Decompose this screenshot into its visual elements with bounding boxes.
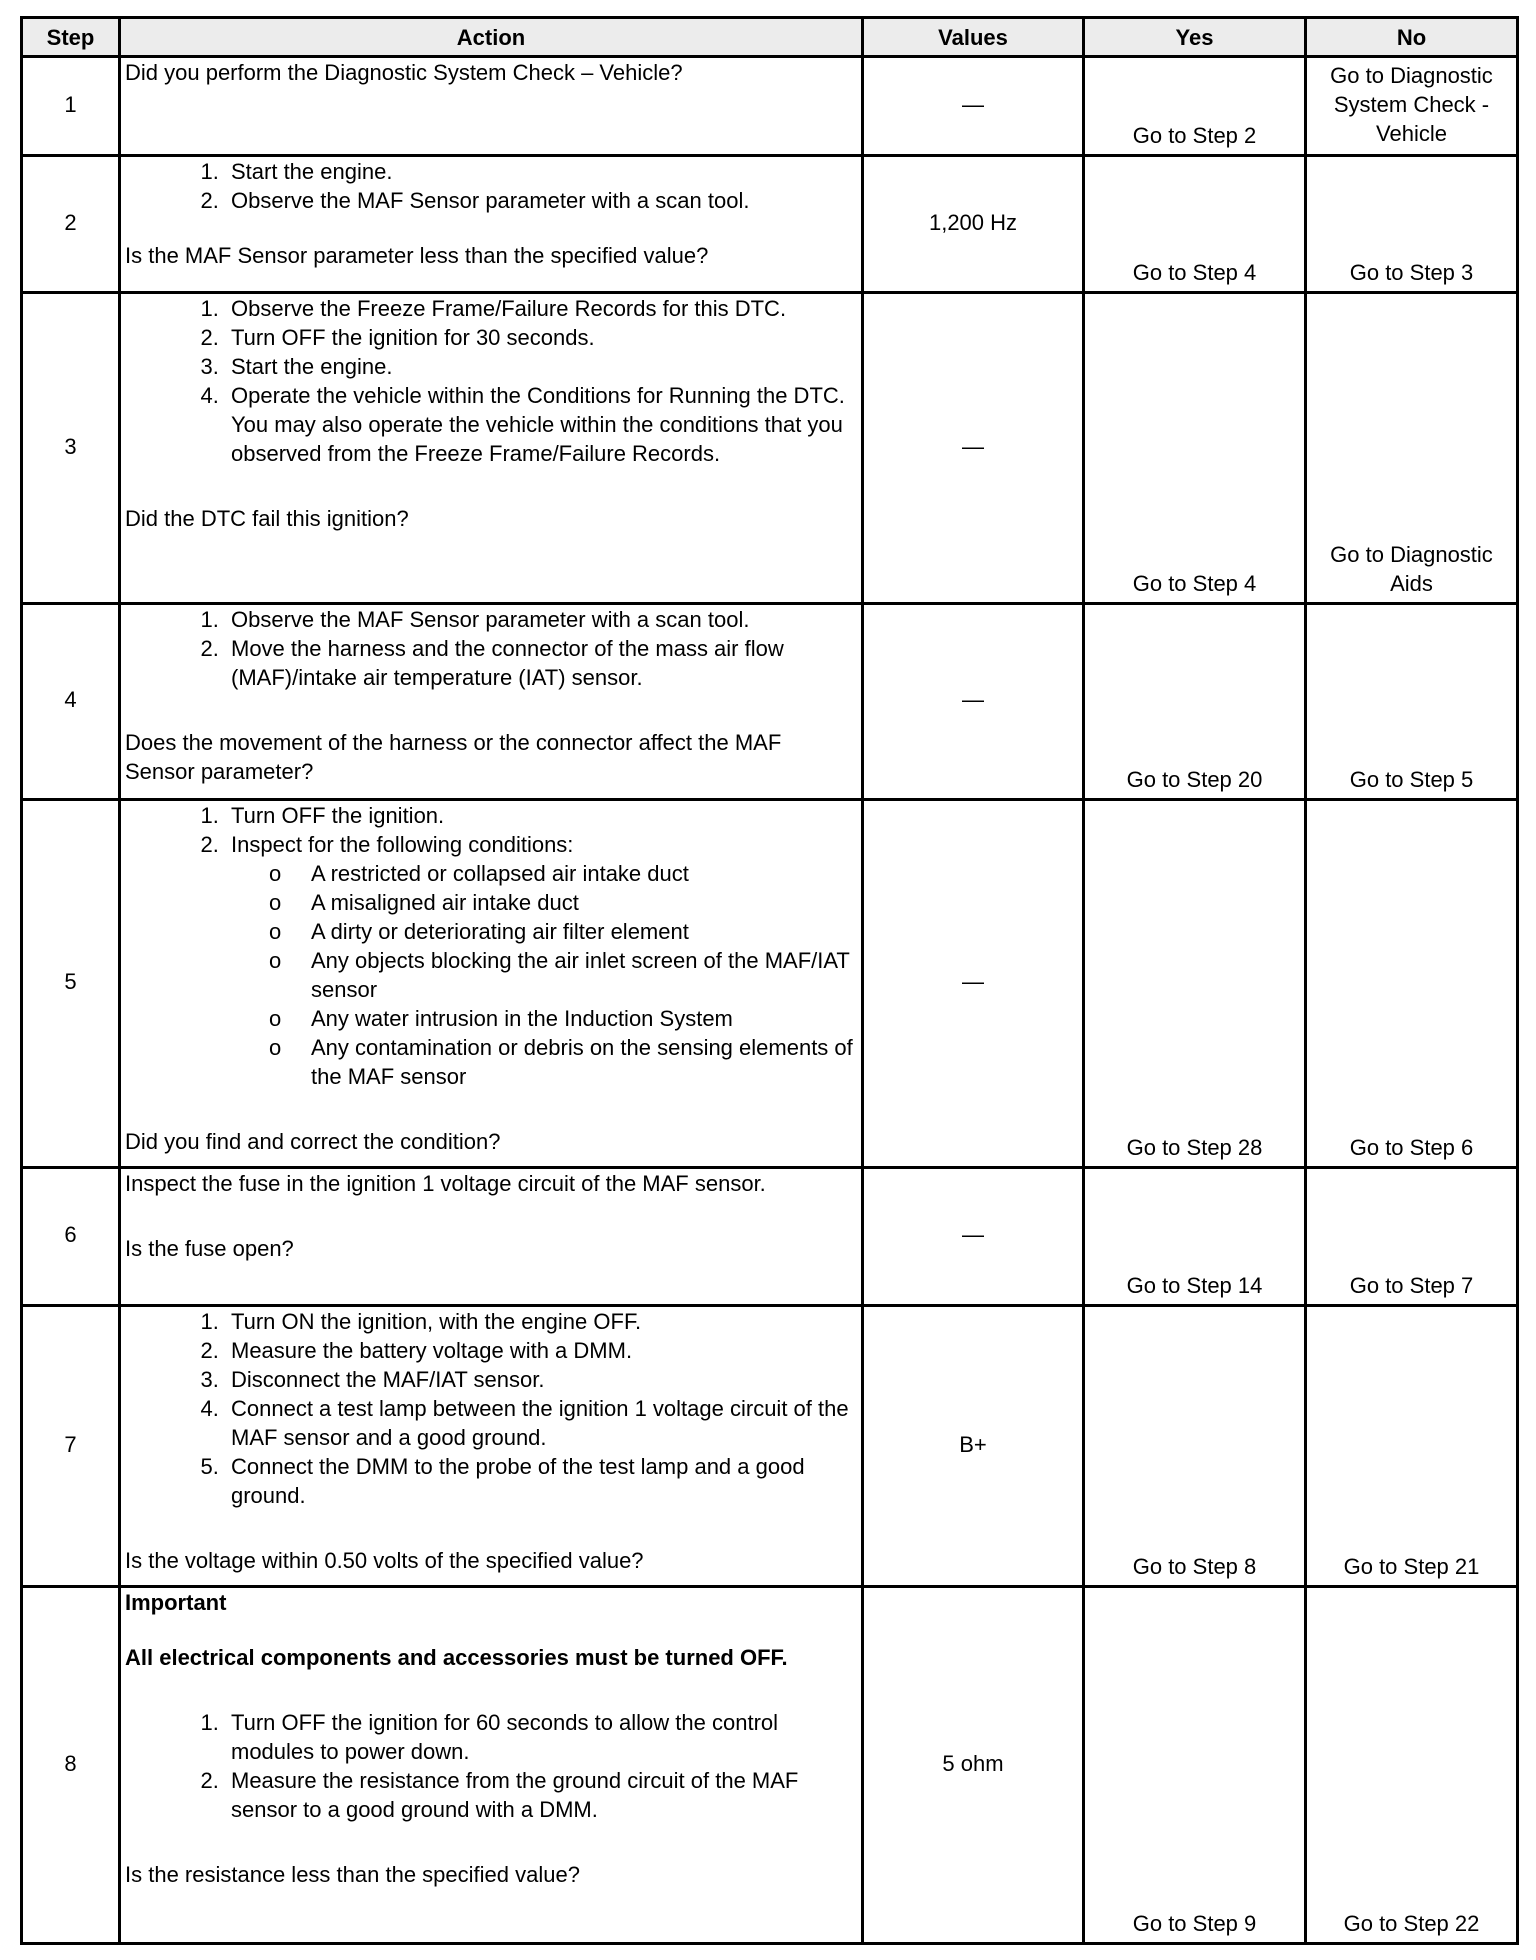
no-cell: Go to Diagnostic System Check - Vehicle (1306, 57, 1518, 156)
value-cell: 1,200 Hz (863, 156, 1084, 293)
action-cell (120, 1587, 863, 1944)
list-item: 4. Connect a test lamp between the ignition 1 voltage circuit of the MAF sensor and a good ground. (225, 1394, 857, 1452)
yes-cell: Go to Step 4 (1084, 293, 1306, 604)
important-text: All electrical components and accessories must be turned OFF. (125, 1645, 788, 1670)
yes-cell: Go to Step 2 (1084, 57, 1306, 156)
question-text: Does the movement of the harness or the connector affect the MAF Sensor parameter? (125, 730, 782, 784)
step-list (125, 801, 857, 1091)
condition-item: o Any water intrusion in the Induction System (311, 1004, 857, 1033)
action-cell (120, 800, 863, 1168)
action-cell (120, 156, 863, 293)
step-number: 8 (22, 1587, 120, 1944)
value-cell: — (863, 293, 1084, 604)
step-number: 6 (22, 1168, 120, 1306)
action-cell (120, 57, 863, 156)
table-row (22, 800, 1518, 1168)
condition-item: o A dirty or deteriorating air filter element (311, 917, 857, 946)
list-item: 1. Turn ON the ignition, with the engine OFF. (225, 1307, 857, 1336)
condition-item: o A misaligned air intake duct (311, 888, 857, 917)
question-text: Is the resistance less than the specified value? (125, 1862, 580, 1887)
step-number: 5 (22, 800, 120, 1168)
action-text: Did you perform the Diagnostic System Check – Vehicle? (125, 60, 683, 85)
no-cell: Go to Step 3 (1306, 156, 1518, 293)
step-list (125, 294, 857, 468)
list-item: 3. Disconnect the MAF/IAT sensor. (225, 1365, 857, 1394)
step-list (125, 157, 857, 215)
yes-cell: Go to Step 28 (1084, 800, 1306, 1168)
step-number: 4 (22, 604, 120, 800)
step-number: 3 (22, 293, 120, 604)
list-item: 2. Measure the resistance from the ground circuit of the MAF sensor to a good ground with a DMM. (225, 1766, 857, 1824)
list-item: 2. Turn OFF the ignition for 30 seconds. (225, 323, 857, 352)
no-cell: Go to Step 22 (1306, 1587, 1518, 1944)
no-cell: Go to Step 6 (1306, 800, 1518, 1168)
step-list (125, 1307, 857, 1510)
no-cell: Go to Step 5 (1306, 604, 1518, 800)
table-row (22, 1587, 1518, 1944)
yes-cell: Go to Step 20 (1084, 604, 1306, 800)
value-cell: — (863, 57, 1084, 156)
table-row (22, 1168, 1518, 1306)
action-cell (120, 293, 863, 604)
condition-item: o Any objects blocking the air inlet screen of the MAF/IAT sensor (311, 946, 857, 1004)
step-list (125, 605, 857, 692)
action-text: Inspect the fuse in the ignition 1 voltage circuit of the MAF sensor. (125, 1171, 766, 1196)
header-row (22, 18, 1518, 57)
list-item: 1. Turn OFF the ignition. (225, 801, 857, 830)
important-title: Important (125, 1590, 227, 1615)
question-text: Did the DTC fail this ignition? (125, 506, 409, 531)
table-row (22, 156, 1518, 293)
no-cell: Go to Step 7 (1306, 1168, 1518, 1306)
table-row (22, 604, 1518, 800)
question-text: Is the MAF Sensor parameter less than the specified value? (125, 243, 709, 268)
question-text: Is the voltage within 0.50 volts of the specified value? (125, 1548, 644, 1573)
value-cell: — (863, 800, 1084, 1168)
condition-list (231, 859, 857, 1091)
table-row (22, 293, 1518, 604)
no-cell: Go to Diagnostic Aids (1306, 293, 1518, 604)
value-cell: B+ (863, 1306, 1084, 1587)
question-text: Is the fuse open? (125, 1236, 294, 1261)
list-item-text: Inspect for the following conditions: (231, 832, 574, 857)
list-item: 1. Start the engine. (225, 157, 857, 186)
action-cell (120, 604, 863, 800)
list-item: 1. Observe the MAF Sensor parameter with a scan tool. (225, 605, 857, 634)
no-cell: Go to Step 21 (1306, 1306, 1518, 1587)
yes-cell: Go to Step 8 (1084, 1306, 1306, 1587)
step-number: 2 (22, 156, 120, 293)
header-yes: Yes (1084, 18, 1306, 57)
header-action: Action (120, 18, 863, 57)
list-item: 2. Measure the battery voltage with a DMM. (225, 1336, 857, 1365)
list-item: 1. Turn OFF the ignition for 60 seconds to allow the control modules to power down. (225, 1708, 857, 1766)
condition-item: o Any contamination or debris on the sensing elements of the MAF sensor (311, 1033, 857, 1091)
table-row (22, 57, 1518, 156)
step-number: 1 (22, 57, 120, 156)
value-cell: 5 ohm (863, 1587, 1084, 1944)
header-values: Values (863, 18, 1084, 57)
question-text: Did you find and correct the condition? (125, 1129, 501, 1154)
list-item: 5. Connect the DMM to the probe of the test lamp and a good ground. (225, 1452, 857, 1510)
yes-cell: Go to Step 9 (1084, 1587, 1306, 1944)
value-cell: — (863, 1168, 1084, 1306)
action-cell (120, 1306, 863, 1587)
action-cell (120, 1168, 863, 1306)
list-item: 2. Move the harness and the connector of the mass air flow (MAF)/intake air temperature (IAT) sensor. (225, 634, 857, 692)
yes-cell: Go to Step 4 (1084, 156, 1306, 293)
list-item: 3. Start the engine. (225, 352, 857, 381)
list-item: 2. Observe the MAF Sensor parameter with a scan tool. (225, 186, 857, 215)
table-row (22, 1306, 1518, 1587)
yes-cell: Go to Step 14 (1084, 1168, 1306, 1306)
list-item: 4. Operate the vehicle within the Conditions for Running the DTC. You may also operate the vehicle within the conditions that you observed from the Freeze Frame/Failure Records. (225, 381, 857, 468)
header-step: Step (22, 18, 120, 57)
value-cell: — (863, 604, 1084, 800)
list-item (225, 830, 857, 1091)
diagnostic-table (20, 16, 1519, 1945)
step-list (125, 1708, 857, 1824)
list-item: 1. Observe the Freeze Frame/Failure Records for this DTC. (225, 294, 857, 323)
step-number: 7 (22, 1306, 120, 1587)
header-no: No (1306, 18, 1518, 57)
condition-item: o A restricted or collapsed air intake duct (311, 859, 857, 888)
